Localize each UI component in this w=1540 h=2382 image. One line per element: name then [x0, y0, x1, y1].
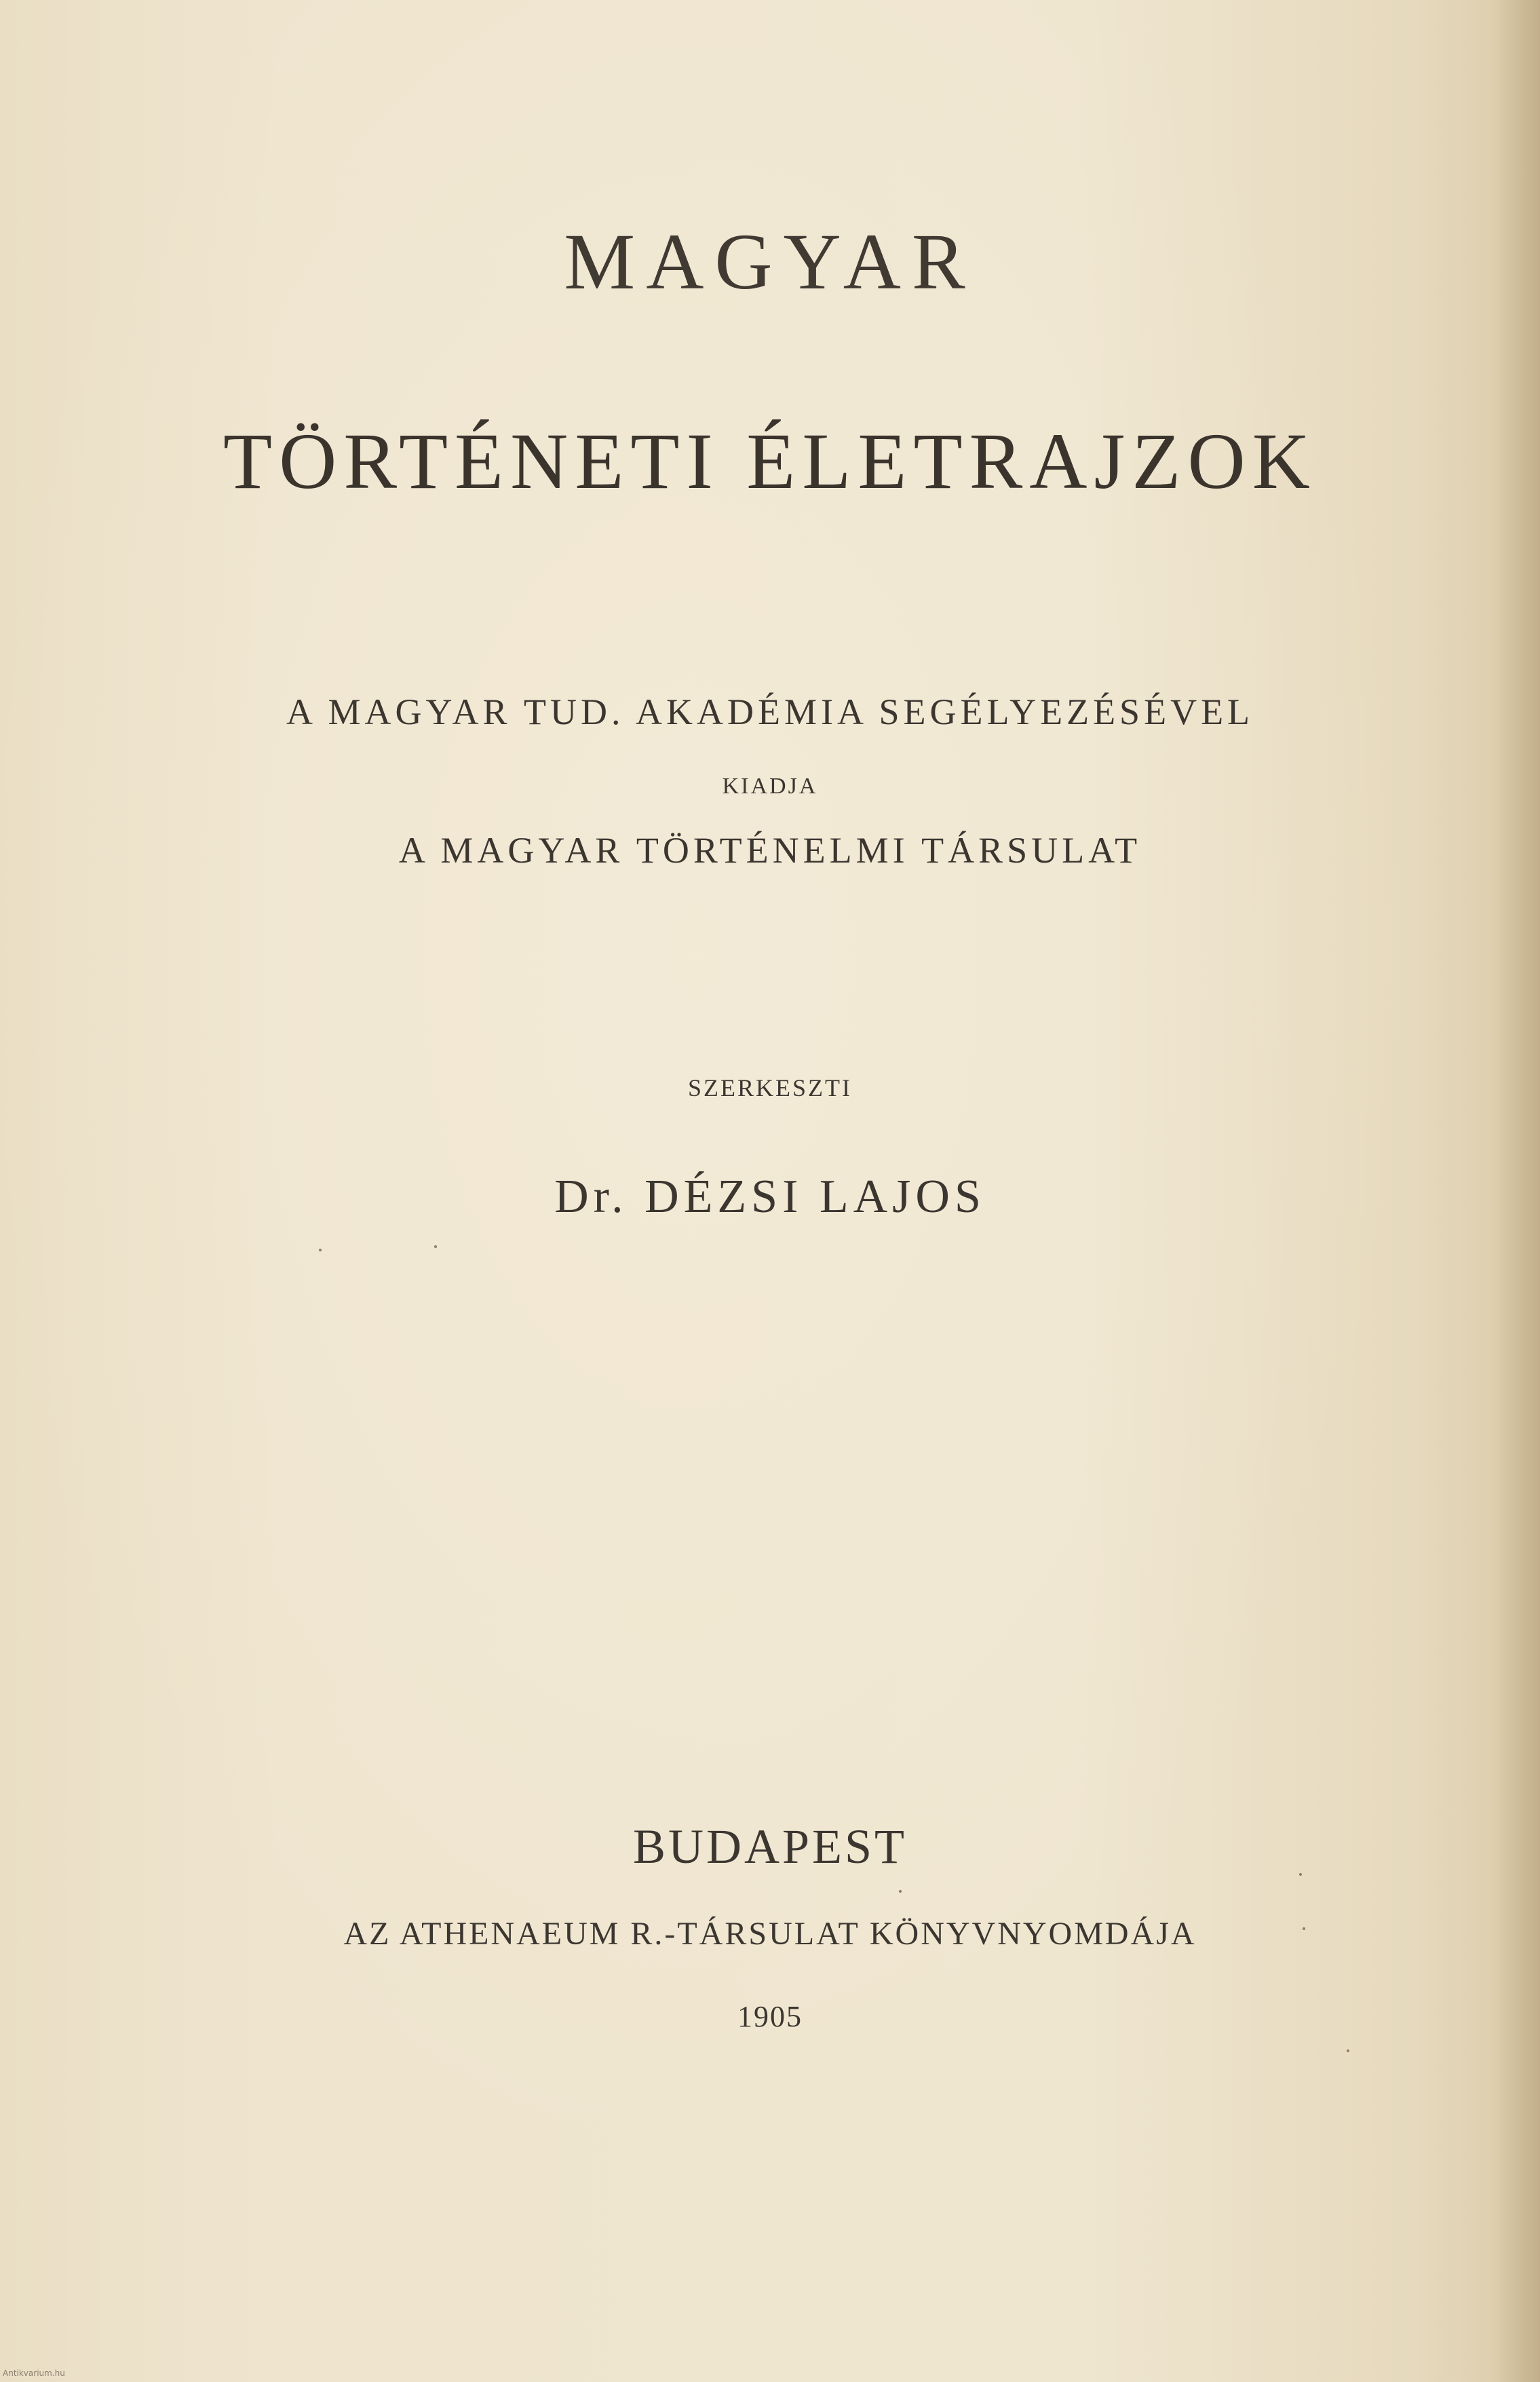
- publication-place: BUDAPEST: [632, 1819, 908, 1874]
- title-line-1: MAGYAR: [564, 217, 976, 306]
- paper-speck: [434, 1245, 437, 1248]
- paper-speck: [1299, 1873, 1302, 1876]
- paper-speck: [1303, 1927, 1305, 1930]
- watermark-text: Antikvarium.hu: [3, 2368, 65, 2378]
- editor-name: Dr. DÉZSI LAJOS: [554, 1171, 986, 1223]
- publication-year: 1905: [737, 2000, 803, 2033]
- subtitle-line-3: A MAGYAR TÖRTÉNELMI TÁRSULAT: [398, 830, 1142, 871]
- subtitle-line-2: KIADJA: [722, 774, 818, 799]
- printer-name: AZ ATHENAEUM R.-TÁRSULAT KÖNYVNYOMDÁJA: [343, 1916, 1197, 1952]
- paper-speck: [319, 1249, 322, 1251]
- paper-speck: [899, 1890, 902, 1893]
- subtitle-line-1: A MAGYAR TUD. AKADÉMIA SEGÉLYEZÉSÉVEL: [286, 692, 1254, 732]
- title-line-2: TÖRTÉNETI ÉLETRAJZOK: [223, 417, 1317, 506]
- paper-speck: [1347, 2049, 1349, 2052]
- editor-label: SZERKESZTI: [688, 1074, 852, 1101]
